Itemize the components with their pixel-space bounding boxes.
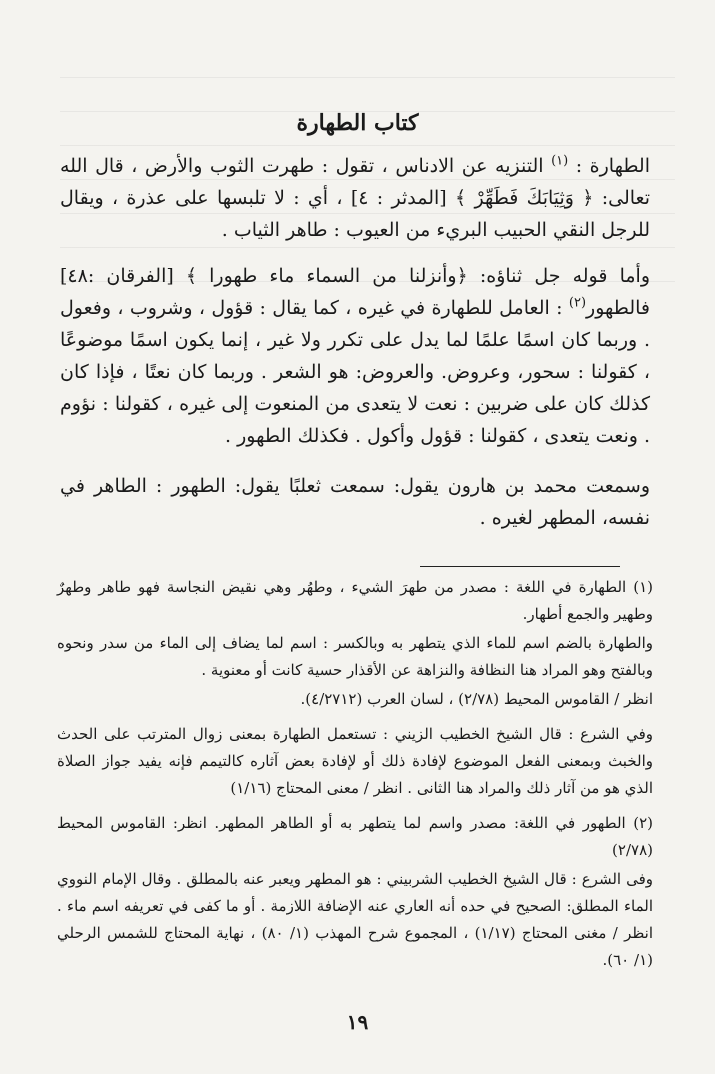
page-number: ١٩ [346,1010,369,1034]
footnote-divider [420,566,620,567]
paragraph-tahur [60,260,650,452]
footnote-2-line-2: وفى الشرع : قال الشيخ الخطيب الشربيني : هو المطهر ويعبر عنه بالمطلق . وقال الإمام النووي الماء المطلق: الصحيح في حده أنه العاري عنه الإضافة اللازمة . أو ما كفى في تعريفه اسم ماء . انظر / مغنى المحتاج (١/١٧) ، المجموع شرح المهذب (١/ ٨٠) ، نهاية المحتاج للشمس الرحلي (١/ ٦٠). [57,870,653,969]
footnote-1-line-3: انظر / القاموس المحيط (٢/٧٨) ، لسان العرب (٤/٢٧١٢). [300,690,653,708]
footnotes [57,574,653,982]
footnote-1-line-4: وفي الشرع : قال الشيخ الخطيب الزيني : تستعمل الطهارة بمعنى زوال المترتب على الحدث والخبث وبمعنى الفعل الموضوع لإفادة ذلك أو لإفادة بعض آثاره كالتيمم فإنه يفيد جواز الصلاة الذي هو من آثار ذلك والمراد هنا الثانى . انظر / معنى المحتاج (١/١٦) [57,725,653,797]
footnote-2-line-1: (٢) الطهور في اللغة: مصدر واسم لما يتطهر به أو الطاهر المطهر. انظر: القاموس المحيط (٢/٧٨) [57,814,653,859]
paragraph-tahara [60,150,650,246]
footnote-1-line-1: (١) الطهارة في اللغة : مصدر من طهرَ الشيء ، وطهُر وهي نقيض النجاسة فهو طاهر وطهرٌ وطهير والجمع أطهار. [57,578,653,623]
main-text [60,150,650,548]
term-lead: الطهارة : [575,155,650,177]
paragraph-part-a: وأما قوله جل ثناؤه: ﴿وأنزلنا من السماء ماء طهورا ﴾ [الفرقان :٤٨] فالطهور [60,265,651,319]
paragraph-thalab: وسمعت محمد بن هارون يقول: سمعت ثعلبًا يقول: الطهور : الطاهر في نفسه، المطهر لغيره . [60,475,650,529]
chapter-title: كتاب الطهارة [296,110,419,136]
paragraph-part-b: : العامل للطهارة في غيره ، كما يقال : قؤول ، وشروب ، وفعول . وربما كان اسمًا علمًا لما يدل على تكرر ولا غير ، إنما يكون اسمًا موضوعًا ، كقولنا : سحور، وعروض. والعروض: هو الشعر . وربما كان نعتًا ، فإذا كان كذلك كان على ضربين : نعت لا يتعدى من المنعوت إلى غيره ، كقولنا : نؤوم . ونعت يتعدى ، كقولنا : قؤول وأكول . فكذلك الطهور . [60,297,650,447]
paragraph-body: التنزيه عن الادناس ، تقول : طهرت الثوب والأرض ، قال الله تعالى: ﴿ وَثِيَابَكَ فَطَهِّرْ ﴾ [المدثر : ٤] ، أي : لا تلبسها على عذرة ، ويقال للرجل النقي الحبيب البريء من العيوب : طاهر الثياب . [60,155,650,241]
footnote-ref-2[interactable]: (٢) [568,295,587,311]
footnote-1-line-2: والطهارة بالضم اسم للماء الذي يتطهر به وبالكسر : اسم لما يضاف إلى الماء من سدر ونحوه وبالفتح وهو المراد هنا النظافة والنزاهة عن الأقذار حسية كانت أو معنوية . [57,634,653,679]
footnote-ref-1[interactable]: (١) [551,153,569,169]
